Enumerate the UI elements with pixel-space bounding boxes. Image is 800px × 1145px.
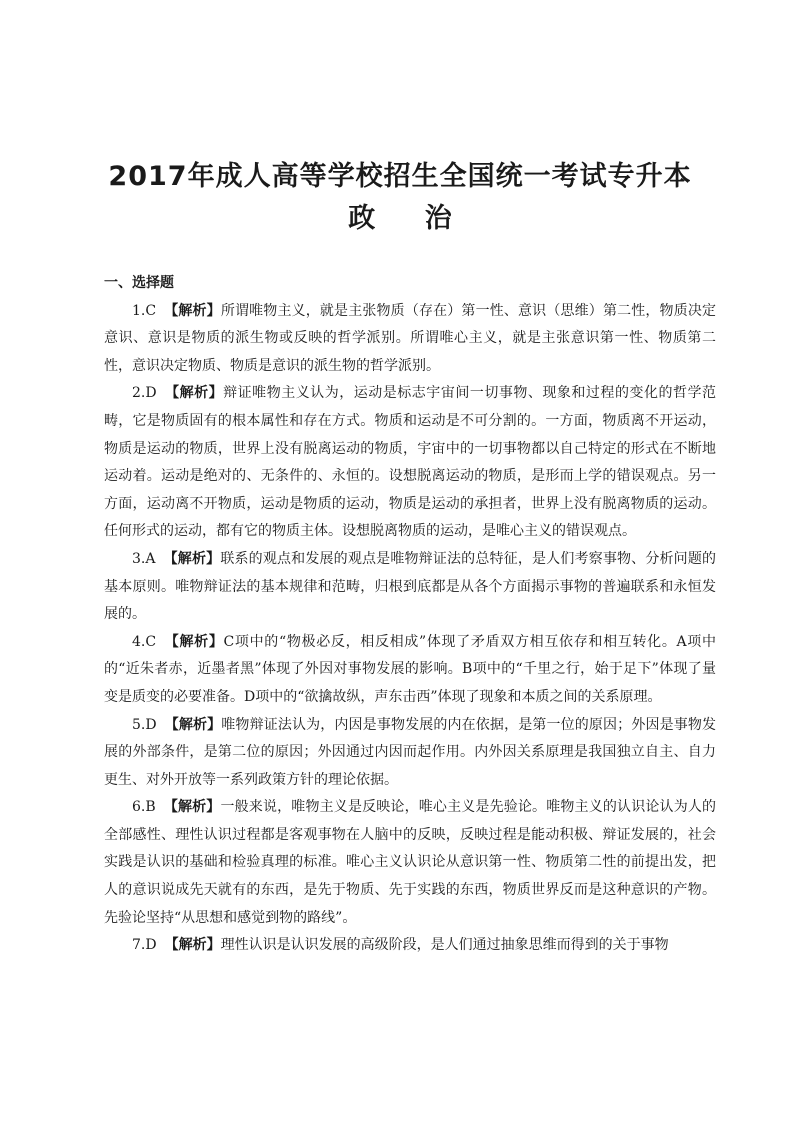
answer-number: 3.A (132, 550, 156, 567)
document-subject: 政 治 (348, 203, 466, 234)
answer-item-4 (104, 629, 716, 712)
answer-item-1 (104, 298, 716, 381)
document-body (104, 270, 716, 960)
analysis-tag: 【解析】 (163, 799, 221, 816)
answer-text: 一般来说，唯物主义是反映论，唯心主义是先验论。唯物主义的认识论认为人的全部感性、理性认识过程都是客观事物在人脑中的反映，反映过程是能动积极、辩证发展的，社会实践是认识的基础和检验真理的标准。唯心主义认识论从意识第一性、物质第二性的前提出发，把人的意识说成先天就有的东西，是先于物质、先于实践的东西，物质世界反而是这种意识的产物。先验论坚持“从思想和感觉到物的路线”。 (104, 799, 717, 926)
answer-item-2 (104, 380, 716, 546)
answer-number: 2.D (132, 385, 157, 402)
answer-number: 6.B (132, 799, 156, 816)
analysis-tag: 【解析】 (164, 937, 221, 954)
answer-text: 所谓唯物主义，就是主张物质（存在）第一性、意识（思维）第二性，物质决定意识、意识是物质的派生物或反映的哲学派别。所谓唯心主义，就是主张意识第一性、物质第二性，意识决定物质、物质是意识的派生物的哲学派别。 (104, 302, 717, 374)
answer-item-5 (104, 712, 716, 795)
analysis-tag: 【解析】 (164, 385, 224, 402)
analysis-tag: 【解析】 (163, 550, 221, 567)
analysis-tag: 【解析】 (164, 302, 221, 319)
analysis-tag: 【解析】 (164, 716, 222, 733)
answer-number: 1.C (132, 302, 157, 319)
answer-text: 理性认识是认识发展的高级阶段，是人们通过抽象思维而得到的关于事物 (220, 937, 669, 954)
answer-item-7 (104, 932, 716, 960)
answer-text: 辩证唯物主义认为，运动是标志宇宙间一切事物、现象和过程的变化的哲学范畴，它是物质固有的根本属性和存在方式。物质和运动是不可分割的。一方面，物质离不开运动，物质是运动的物质，世界上没有脱离运动的物质，宇宙中的一切事物都以自己特定的形式在不断地运动着。运动是绝对的、无条件的、永恒的。设想脱离运动的物质，是形而上学的错误观点。另一方面，运动离不开物质，运动是物质的运动，物质是运动的承担者，世界上没有脱离物质的运动。任何形式的运动，都有它的物质主体。设想脱离物质的运动，是唯心主义的错误观点。 (104, 385, 717, 540)
section-heading: 一、选择题 (104, 275, 174, 291)
answer-text: C项中的“物极必反，相反相成”体现了矛盾双方相互依存和相互转化。A项中的“近朱者赤，近墨者黑”体现了外因对事物发展的影响。B项中的“千里之行，始于足下”体现了量变是质变的必要准备。D项中的“欲擒故纵，声东击西”体现了现象和本质之间的关系原理。 (104, 633, 716, 705)
answer-item-3 (104, 546, 716, 629)
answer-number: 5.D (132, 716, 157, 733)
answer-item-6 (104, 794, 716, 932)
answer-number: 7.D (132, 937, 157, 954)
answer-text: 唯物辩证法认为，内因是事物发展的内在依据，是第一位的原因；外因是事物发展的外部条件，是第二位的原因；外因通过内因而起作用。内外因关系原理是我国独立自主、自力更生、对外开放等一系列政策方针的理论依据。 (104, 716, 717, 788)
answer-number: 4.C (132, 633, 157, 650)
analysis-tag: 【解析】 (164, 633, 224, 650)
answer-text: 联系的观点和发展的观点是唯物辩证法的总特征，是人们考察事物、分析问题的基本原则。唯物辩证法的基本规律和范畴，归根到底都是从各个方面揭示事物的普遍联系和永恒发展的。 (104, 550, 717, 623)
document-title: 2017年成人高等学校招生全国统一考试专升本 (108, 161, 692, 192)
